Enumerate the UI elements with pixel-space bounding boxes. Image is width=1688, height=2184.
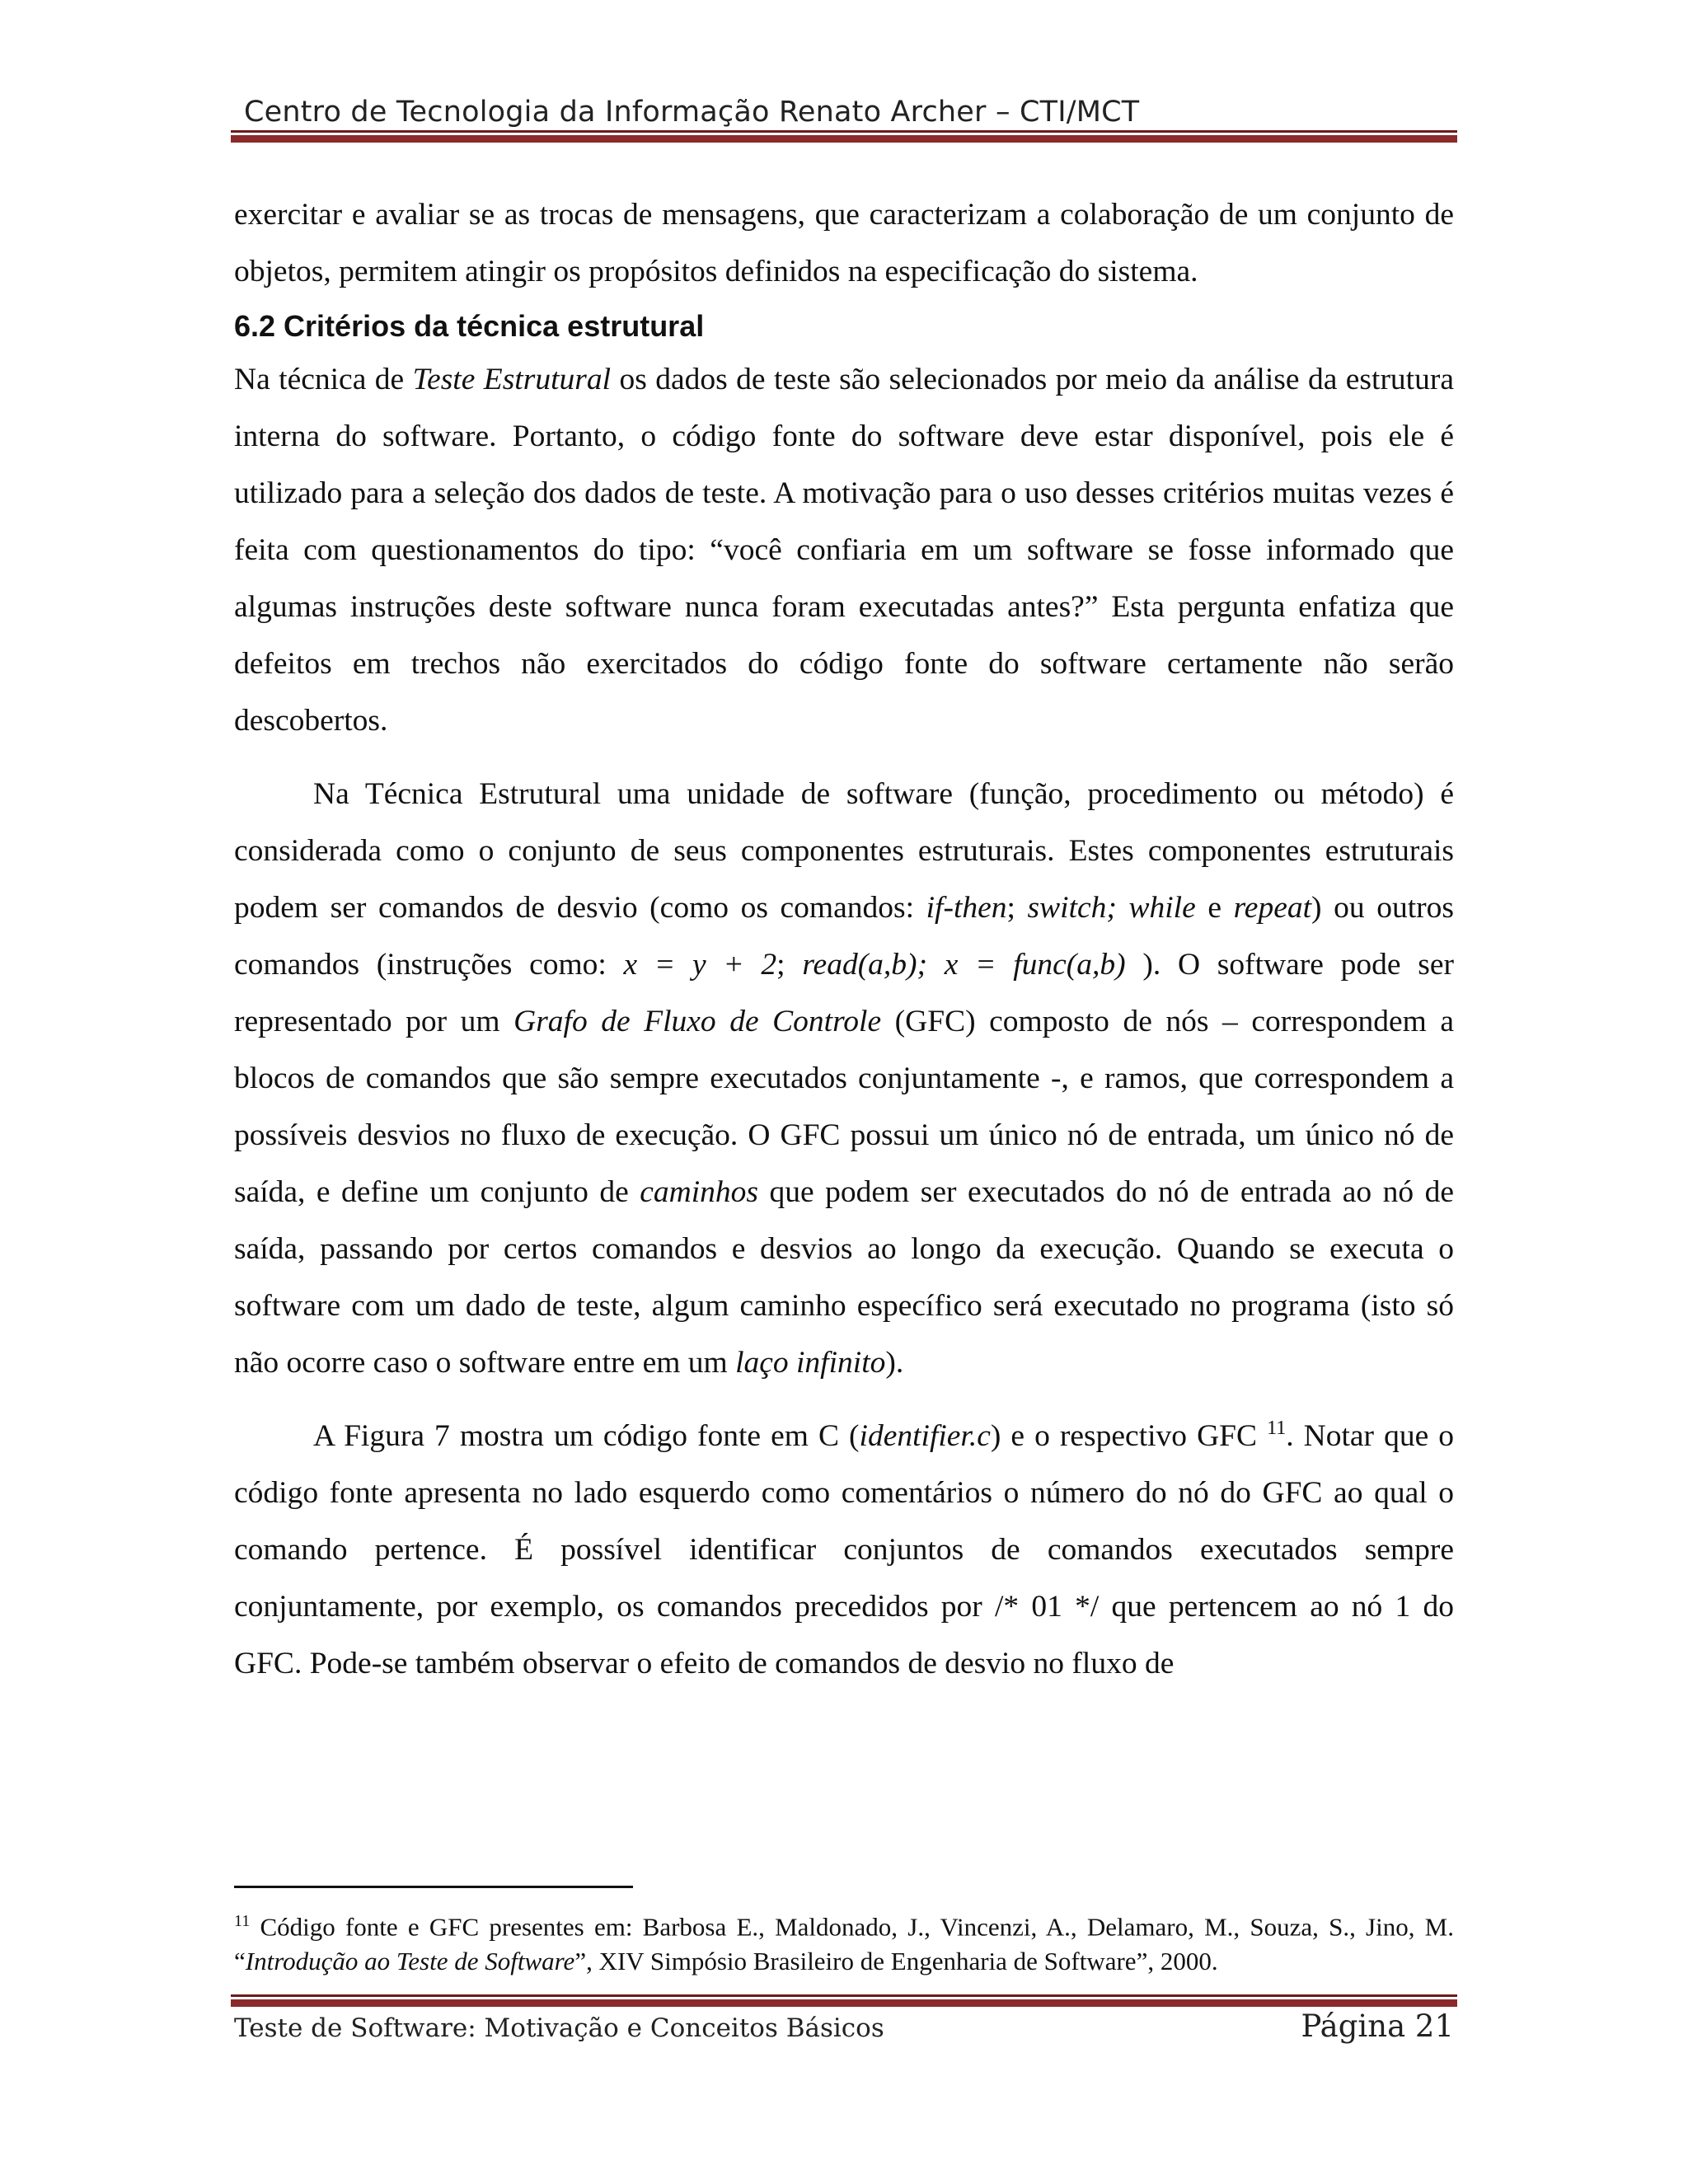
paragraph-2: Na técnica de Teste Estrutural os dados de teste são selecionados por meio da análise da estrutura interna do software. Portanto, o código fonte do software deve estar disponível, pois ele é utilizado para a seleção dos dados de teste. A motivação para o uso desses critérios muitas vezes é feita com questionamentos do tipo: “você confiaria em um software se fosse informado que algumas instruções deste software nunca foram executadas antes?” Esta pergunta enfatiza que defeitos em trechos não exercitados do código fonte do software certamente não serão descobertos. (234, 363, 1454, 738)
page-header-title: Centro de Tecnologia da Informação Renato Archer – CTI/MCT (244, 96, 1140, 129)
footer-rule-thick (231, 1999, 1457, 2007)
body-text (234, 186, 1454, 1692)
footnote-marker: 11 (234, 1912, 251, 1930)
footer-document-title: Teste de Software: Motivação e Conceitos Básicos (234, 2013, 884, 2043)
footnote-reference[interactable]: 11 (1267, 1418, 1287, 1439)
page-number: Página 21 (1301, 2008, 1454, 2044)
footnote-separator (234, 1886, 633, 1888)
header-rule-thin (231, 130, 1457, 133)
paragraph-1: exercitar e avaliar se as trocas de mensagens, que caracterizam a colaboração de um conjunto de objetos, permitem atingir os propósitos definidos na especificação do sistema. (234, 198, 1454, 288)
footnote: $^{11}$ Código fonte e GFC presentes em: Barbosa E., Maldonado, J., Vincenzi, A., Delamaro, M., Souza, S., Jino, M. “Introdução ao Teste de Software”, XIV Simpósio Brasileiro de Engenharia de Software”, 2000. (234, 1912, 1454, 1976)
header-rule-thick (231, 135, 1457, 143)
footer-rule-thin (231, 1994, 1457, 1997)
paragraph-3: Na Técnica Estrutural uma unidade de software (função, procedimento ou método) é considerada como o conjunto de seus componentes estruturais. Estes componentes estruturais podem ser comandos de desvio (como os comandos: if-then; switch; while e repeat) ou outros comandos (instruções como: x = y + 2; read(a,b); x = func(a,b) ). O software pode ser representado por um Grafo de Fluxo de Controle (GFC) composto de nós – correspondem a blocos de comandos que são sempre executados conjuntamente -, e ramos, que correspondem a possíveis desvios no fluxo de execução. O GFC possui um único nó de entrada, um único nó de saída, e define um conjunto de caminhos que podem ser executados do nó de entrada ao nó de saída, passando por certos comandos e desvios ao longo da execução. Quando se executa o software com um dado de teste, algum caminho específico será executado no programa (isto só não ocorre caso o software entre em um laço infinito). (234, 777, 1455, 1380)
paragraph-4: A Figura 7 mostra um código fonte em C (identifier.c) e o respectivo GFC $^{11}$. Notar que o código fonte apresenta no lado esquerdo como comentários o número do nó do GFC ao qual o comando pertence. É possível identificar conjuntos de comandos executados sempre conjuntamente, por exemplo, os comandos precedidos por /* 01 */ que pertencem ao nó 1 do GFC. Pode-se também observar o efeito de comandos de desvio no fluxo de (234, 1418, 1455, 1680)
section-heading: 6.2 Critérios da técnica estrutural (234, 309, 705, 343)
